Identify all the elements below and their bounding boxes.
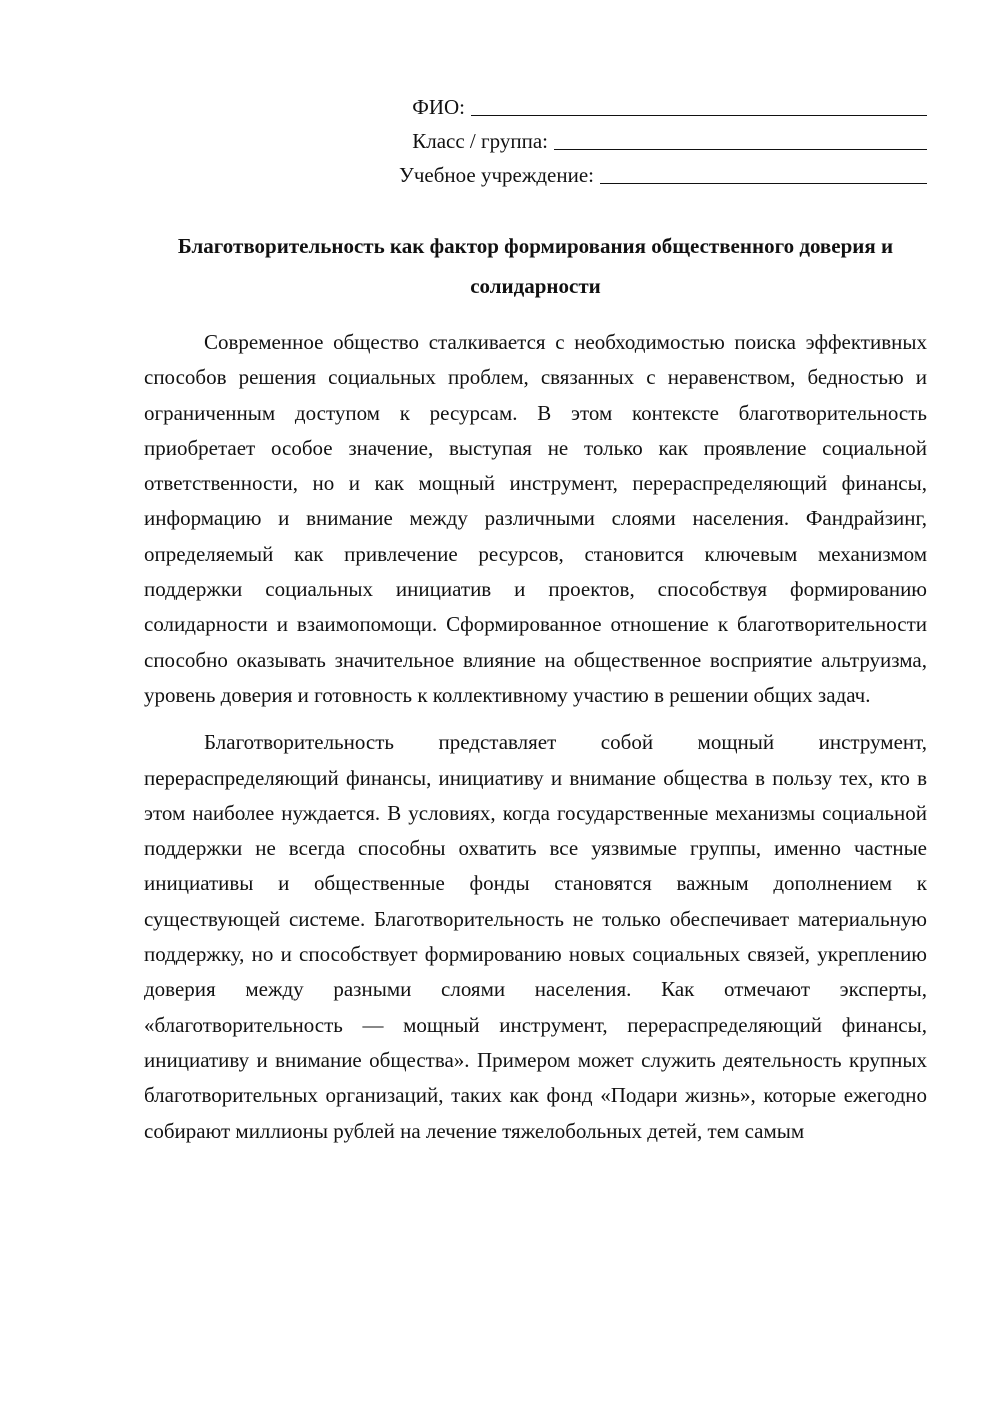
student-info-block <box>144 90 927 192</box>
essay-body <box>144 325 927 1149</box>
class-label: Класс / группа: <box>412 129 548 153</box>
fio-blank-line <box>471 91 927 116</box>
fio-row <box>144 90 927 124</box>
class-blank-line <box>554 125 927 150</box>
paragraph-2: Благотворительность представляет собой мощный инструмент, перераспределяющий финансы, инициативу и внимание общества в пользу тех, кто в этом наиболее нуждается. В условиях, когда государственные механизмы социальной поддержки не всегда способны охватить все уязвимые группы, именно частные инициативы и общественные фонды становятся важным дополнением к существующей системе. Благотворительность не только обеспечивает материальную поддержку, но и способствует формированию новых социальных связей, укреплению доверия между разными слоями населения. Как отмечают эксперты, «благотворительность — мощный инструмент, перераспределяющий финансы, инициативу и внимание общества». Примером может служить деятельность крупных благотворительных организаций, таких как фонд «Подари жизнь», которые ежегодно собирают миллионы рублей на лечение тяжелобольных детей, тем самым <box>144 730 927 1143</box>
class-row <box>144 124 927 158</box>
institution-label: Учебное учреждение: <box>398 163 594 187</box>
document-page <box>144 90 927 1149</box>
fio-label: ФИО: <box>412 95 465 119</box>
essay-title-line-2: солидарности <box>470 274 601 298</box>
institution-row <box>144 158 927 192</box>
essay-title-line-1: Благотворительность как фактор формирования общественного доверия и <box>177 234 894 258</box>
essay-title <box>144 226 927 306</box>
institution-blank-line <box>600 159 927 184</box>
paragraph-1: Современное общество сталкивается с необходимостью поиска эффективных способов решения социальных проблем, связанных с неравенством, бедностью и ограниченным доступом к ресурсам. В этом контексте благотворительность приобретает особое значение, выступая не только как проявление социальной ответственности, но и как мощный инструмент, перераспределяющий финансы, информацию и внимание между различными слоями населения. Фандрайзинг, определяемый как привлечение ресурсов, становится ключевым механизмом поддержки социальных инициатив и проектов, способствуя формированию солидарности и взаимопомощи. Сформированное отношение к благотворительности способно оказывать значительное влияние на общественное восприятие альтруизма, уровень доверия и готовность к коллективному участию в решении общих задач. <box>144 330 927 707</box>
